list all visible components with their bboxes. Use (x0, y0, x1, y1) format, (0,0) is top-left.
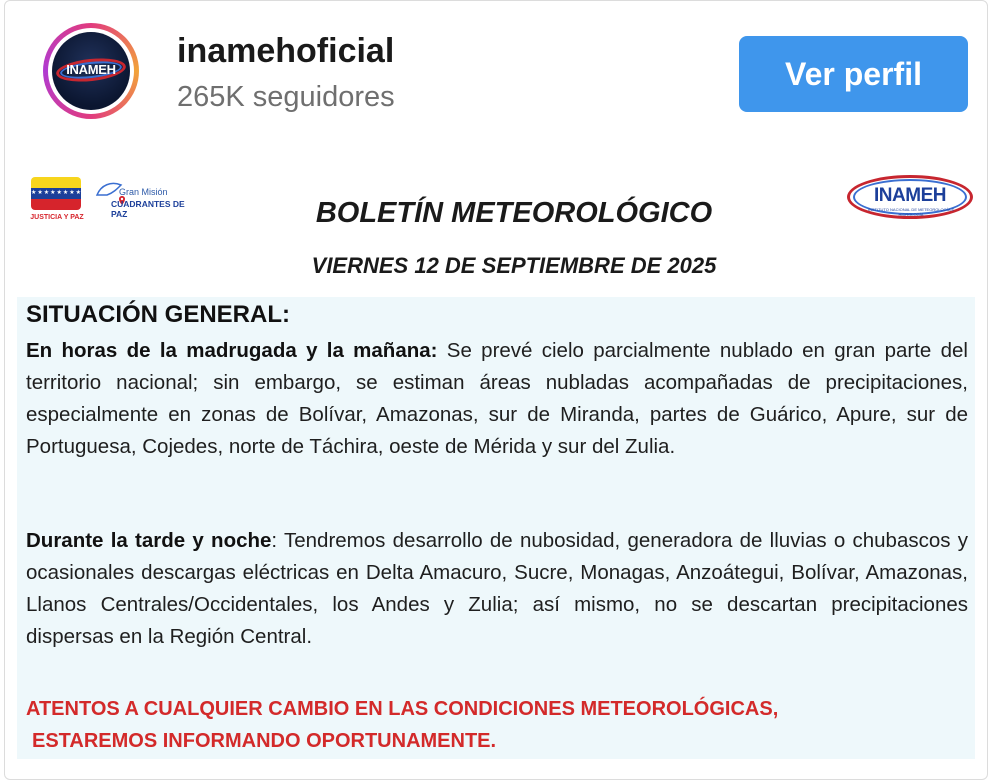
post-card (4, 0, 988, 780)
bulletin-title: BOLETÍN METEOROLÓGICO (315, 197, 713, 229)
morning-forecast-paragraph (26, 335, 968, 463)
bulletin-content-panel (17, 297, 975, 759)
morning-text: Se prevé cielo parcialmente nublado en gran parte del territorio nacional; sin embargo, se estiman áreas nubladas acompañadas de precipitaciones, especialmente en zonas de Bolívar, Amazonas, sur de Miranda, partes de Guárico, Apure, sur de Portuguesa, Cojedes, norte de Táchira, oeste de Mérida y sur del Zulia. (26, 339, 968, 458)
mission-subtitle: CUADRANTES DE PAZ (111, 199, 185, 219)
inameh-logo-subtext: INSTITUTO NACIONAL DE METEOROLOGÍA E HIDROLOGÍA (867, 207, 955, 217)
avatar-logo-text: INAMEH (66, 62, 116, 77)
mission-title: Gran Misión (119, 187, 168, 197)
evening-forecast-paragraph (26, 525, 968, 653)
profile-avatar[interactable] (43, 23, 139, 119)
justicia-y-paz-caption: JUSTICIA Y PAZ (30, 214, 84, 221)
alert-notice (26, 693, 966, 757)
venezuela-flag-icon: ★★★★★★★★ (31, 177, 81, 211)
alert-line-2: ESTAREMOS INFORMANDO OPORTUNAMENTE. (32, 730, 497, 752)
inameh-logo-text: INAMEH (874, 185, 946, 206)
view-profile-button[interactable]: Ver perfil (739, 36, 968, 112)
inameh-logo-avatar (52, 32, 130, 110)
evening-lead: Durante la tarde y noche (26, 529, 272, 552)
profile-username[interactable]: inamehoficial (177, 32, 395, 70)
bulletin-date: VIERNES 12 DE SEPTIEMBRE DE 2025 (311, 253, 717, 278)
morning-lead: En horas de la madrugada y la mañana: (26, 339, 438, 362)
section-title: SITUACIÓN GENERAL: (26, 301, 290, 328)
alert-line-1: ATENTOS A CUALQUIER CAMBIO EN LAS CONDICIONES METEOROLÓGICAS, (26, 698, 779, 720)
evening-text: : Tendremos desarrollo de nubosidad, generadora de lluvias o chubascos y ocasionales descargas eléctricas en Delta Amacuro, Sucre, Monagas, Anzoátegui, Bolívar, Amazonas, Llanos Centrales/Occidentales, los Andes y Zulia; así mismo, no se descartan precipitaciones dispersas en la Región Central. (26, 529, 968, 648)
bulletin-image (5, 151, 987, 781)
follower-count: 265K seguidores (177, 81, 395, 113)
